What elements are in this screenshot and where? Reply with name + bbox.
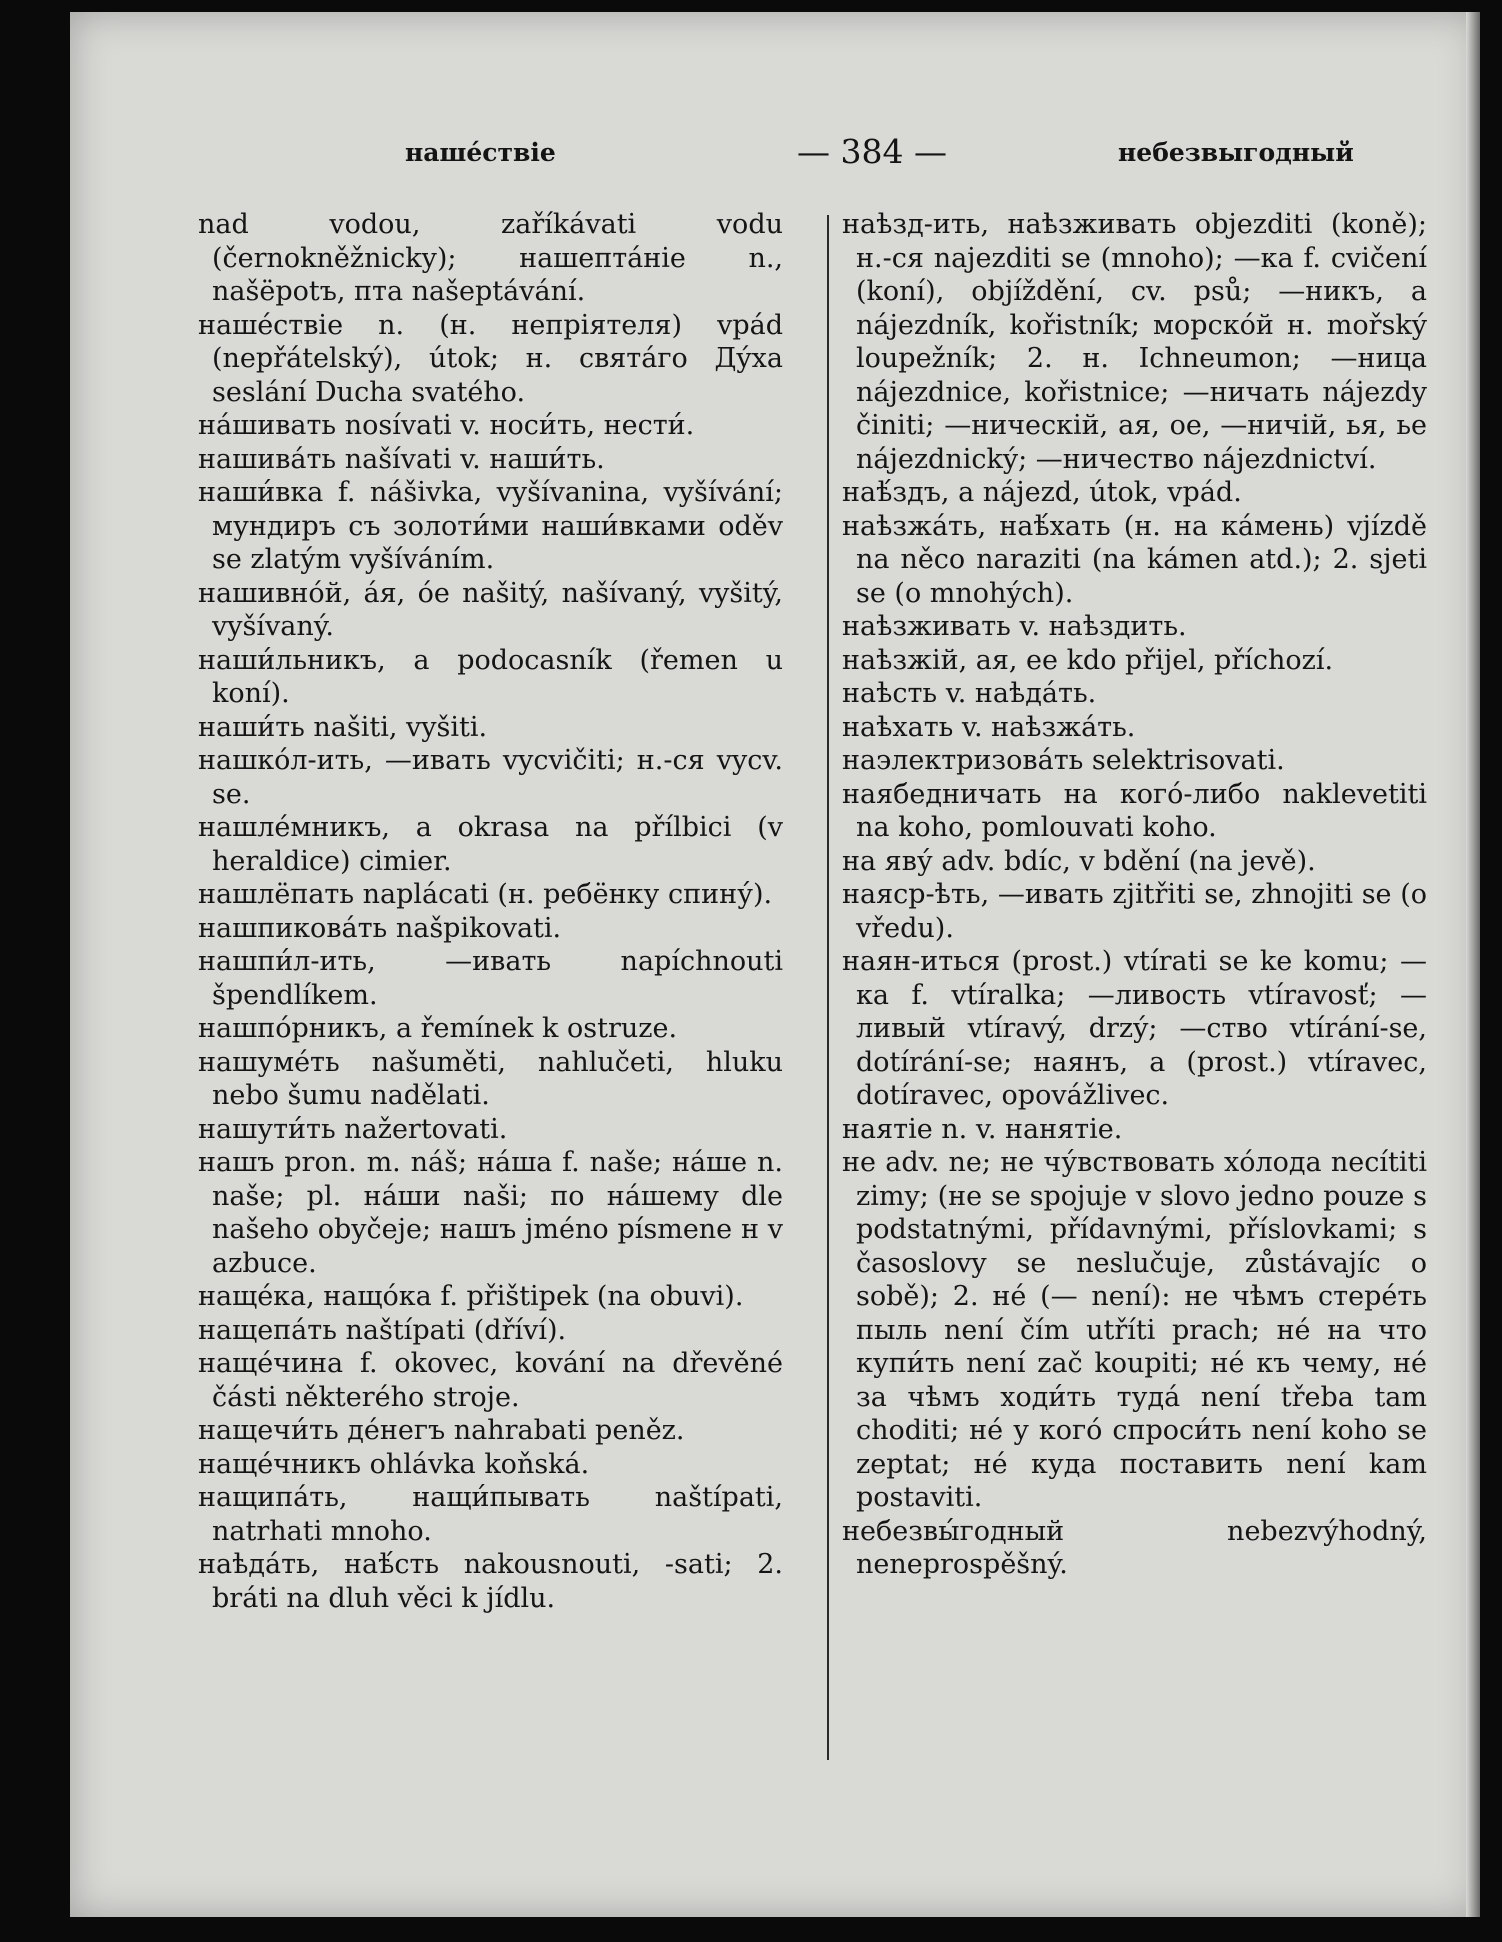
page-number: — 384 — — [797, 132, 947, 171]
dictionary-entry: не adv. ne; не чу́вствовать хóлода necítiti zimy; (не se spojuje v slovo jedno pouze s podstatnými, přídavnými, příslovkami; s časoslovy se neslučuje, zůstávajíc o sobě); 2. нé (— není): не чѣмъ стерéть пыль není čím utříti prach; нé на что купи́ть není zač koupiti; нé къ чему, нé за чѣмъ ходи́ть тудá není třeba tam choditi; нé у когó спроси́ть není koho se zeptat; нé куда поставить není kam postaviti. — [842, 1147, 1427, 1513]
right-column — [842, 208, 1427, 1582]
dictionary-entry: nad vodou, zaříkávati vodu (černokněžnicky); нашептáніе n., našëpotъ, пта našeptávání. — [198, 209, 783, 307]
header-left-guide-word: нашéствіе — [405, 138, 556, 167]
dictionary-entry: наѣзжій, ая, ее kdo přijel, příchozí. — [842, 644, 1334, 676]
dictionary-entry: нашивáть našívati v. наши́ть. — [198, 443, 605, 475]
header-right-guide-word: небезвыгодный — [1118, 138, 1354, 167]
dictionary-page — [70, 12, 1480, 1917]
dictionary-entry: нашути́ть nažertovati. — [198, 1113, 508, 1145]
dictionary-entry: наятіе n. v. нанятіе. — [842, 1113, 1123, 1145]
dictionary-entry: наэлектризовáть selektrisovati. — [842, 745, 1285, 776]
dictionary-entry: нащéка, нащóка f. přištipek (na obuvi). — [198, 1281, 744, 1312]
dictionary-entry: наѣ́здъ, a nájezd, útok, vpád. — [842, 477, 1242, 508]
dictionary-entry: нáшивать nosívati v. носи́ть, нести́. — [198, 410, 695, 441]
dictionary-entry: на яву́ adv. bdíc, v bdění (na jevě). — [842, 845, 1316, 877]
dictionary-entry: нащепáть naštípati (dříví). — [198, 1314, 567, 1346]
dictionary-entry: наѣдáть, наѣ́сть nakousnouti, -sati; 2. bráti na dluh věci k jídlu. — [198, 1549, 783, 1614]
dictionary-entry: наѣхать v. наѣзжáть. — [842, 711, 1136, 743]
dictionary-entry: нашпóрникъ, a řemínek k ostruze. — [198, 1013, 678, 1044]
page-header — [70, 120, 1480, 171]
dictionary-entry: нащéчникъ ohlávka koňská. — [198, 1448, 590, 1480]
dictionary-entry: наѣсть v. наѣдáть. — [842, 678, 1097, 709]
dictionary-entry: нашлéмникъ, a okrasa na přílbici (v heraldice) cimier. — [198, 812, 783, 877]
dictionary-entry: нашъ pron. m. náš; нáша f. naše; нáше n. naše; pl. нáши naši; по нáшему dle našeho obyčeje; нашъ jméno písmene н v azbuce. — [198, 1147, 783, 1279]
dictionary-entry: наѣзд-ить, наѣзживать objezditi (koně); н.-ся najezditi se (mnoho); —ка f. cvičení (koní), objíždění, cv. psů; —никъ, a nájezdník, kořistník; морскóй н. mořský loupežník; 2. н. Ichneumon; —ница nájezdnice, kořistnice; —ничать nájezdy činiti; —ническій, ая, ое, —ничій, ья, ье nájezdnický; —ничество nájezdnictví. — [842, 209, 1427, 475]
dictionary-entry: наяср-ѣть, —ивать zjitřiti se, zhnojiti se (o vředu). — [842, 879, 1427, 944]
dictionary-entry: нашпиковáть našpikovati. — [198, 912, 562, 944]
dictionary-entry: нашéствіе n. (н. непріятеля) vpád (nepřátelský), útok; н. святáго Дýха seslání Ducha svatého. — [198, 309, 783, 408]
dictionary-entry: нащипáть, нащи́пывать naštípati, natrhati mnoho. — [198, 1482, 783, 1547]
dictionary-entry: нащéчина f. okovec, kování na dřevěné části některého stroje. — [198, 1348, 783, 1413]
dictionary-entry: небезвы́годный nebezvýhodný, neneprospěšný. — [842, 1515, 1427, 1580]
dictionary-entry: нащечи́ть дéнегъ nahrabati peněz. — [198, 1415, 685, 1446]
dictionary-entry: нашпи́л-ить, —ивать napíchnouti špendlíkem. — [198, 946, 783, 1011]
dictionary-entry: наѣзживать v. наѣздить. — [842, 611, 1187, 642]
dictionary-entry: наши́ть našiti, vyšiti. — [198, 711, 488, 743]
dictionary-entry: наши́вка f. nášivka, vyšívanina, vyšívání; мундиръ съ золоти́ми наши́вками oděv se zlatým vyšíváním. — [198, 477, 783, 575]
dictionary-entry: наян-иться (prost.) vtírati se ke komu; —ка f. vtíralka; —ливость vtíravosť; —ливый vtíravý, drzý; —ство vtírání-se, dotírání-se; наянъ, a (prost.) vtíravec, dotíravec, opovážlivec. — [842, 946, 1427, 1111]
column-divider — [827, 215, 829, 1760]
dictionary-entry: нашивнóй, áя, óе našitý, našívaný, vyšitý, vyšívaný. — [198, 577, 783, 642]
left-column — [198, 208, 783, 1615]
dictionary-entry: нашумéть našuměti, nahlučeti, hluku nebo šumu nadělati. — [198, 1046, 783, 1111]
dictionary-entry: наябедничать на когó-либо naklevetiti na koho, pomlouvati koho. — [842, 778, 1427, 843]
dictionary-entry: наѣзжáть, наѣ́хать (н. на кáмень) vjízdě na něco naraziti (na kámen atd.); 2. sjeti se (o mnohých). — [842, 510, 1427, 609]
dictionary-entry: нашкóл-ить, —ивать vycvičiti; н.-ся vycv. se. — [198, 745, 783, 810]
dictionary-entry: нашлёпать naplácati (н. ребёнку спину́). — [198, 879, 773, 910]
dictionary-entry: наши́льникъ, a podocasník (řemen u koní). — [198, 644, 783, 709]
